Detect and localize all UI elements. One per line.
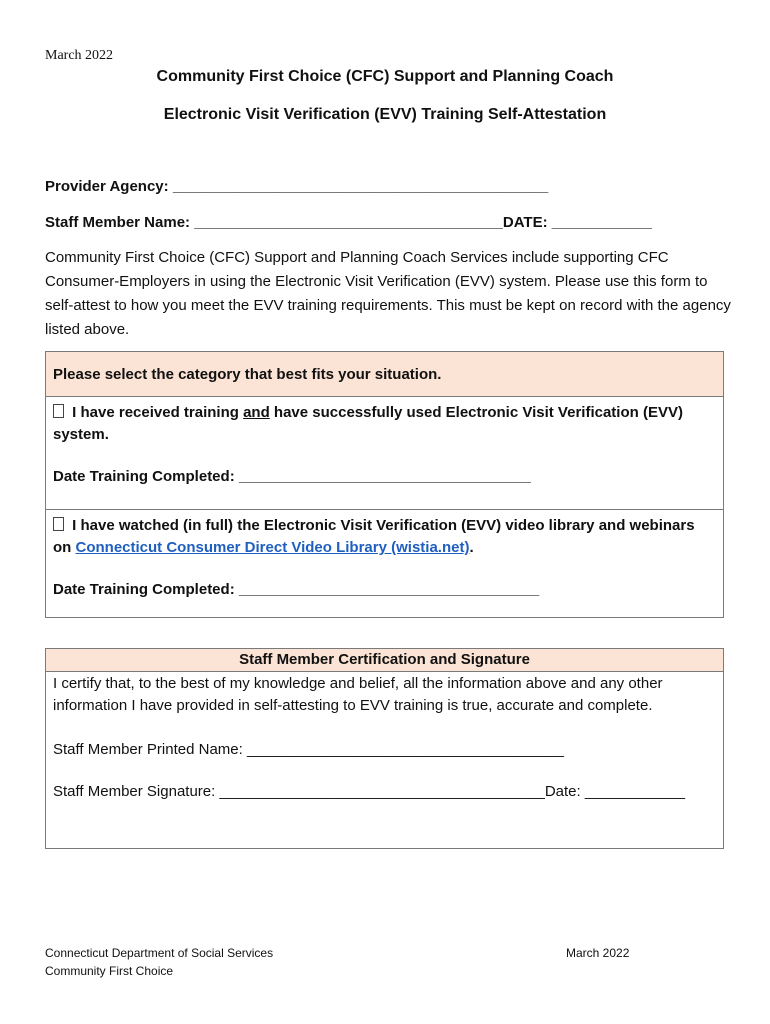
checkbox-option1[interactable]	[53, 404, 64, 418]
signature-field[interactable]: Staff Member Signature: _______________________________________Date: ____________	[53, 783, 685, 800]
certification-box	[45, 648, 724, 849]
category-box	[45, 351, 724, 618]
option1-text-before: I have received training	[72, 404, 244, 421]
video-library-link[interactable]: Connecticut Consumer Direct Video Library (wistia.net)	[75, 539, 470, 556]
footer-date: March 2022	[566, 946, 630, 960]
provider-agency-field[interactable]: Provider Agency: _____________________________________________	[45, 178, 549, 195]
intro-paragraph: Community First Choice (CFC) Support and Planning Coach Services include supporting CFC Consumer-Employers in using the Electronic Visit Verification (EVV) system. Please use this form to self-attest to how you meet the EVV training requirements. This must be kept on record with the agency listed above.	[45, 249, 731, 338]
checkbox-option2[interactable]	[53, 517, 64, 531]
footer-program: Community First Choice	[45, 964, 174, 978]
category-heading: Please select the category that best fits your situation.	[46, 352, 723, 397]
option2-text: I have watched (in full) the Electronic Visit Verification (EVV) video library and webinars on	[53, 517, 695, 556]
option1-text-after: have successfully used Electronic Visit Verification (EVV) system.	[53, 404, 683, 443]
option-training-used	[46, 397, 723, 510]
option1-date-completed[interactable]: Date Training Completed: ___________________________________	[53, 468, 531, 485]
option2-text-after: .	[469, 539, 474, 556]
document-title: Community First Choice (CFC) Support and Planning Coach	[156, 68, 614, 85]
document-subtitle: Electronic Visit Verification (EVV) Training Self-Attestation	[163, 106, 607, 123]
printed-name-field[interactable]: Staff Member Printed Name: ______________________________________	[53, 741, 564, 758]
footer-dept: Connecticut Department of Social Services	[45, 946, 274, 960]
footer-left	[45, 944, 273, 980]
header-date: March 2022	[45, 48, 114, 63]
option2-date-completed[interactable]: Date Training Completed: ____________________________________	[53, 581, 540, 598]
certification-statement: I certify that, to the best of my knowledge and belief, all the information above and any other information I have provided in self-attesting to EVV training is true, accurate and complete.	[53, 675, 663, 714]
option-video-library	[46, 510, 723, 618]
certification-heading: Staff Member Certification and Signature	[46, 649, 723, 672]
staff-member-name-field[interactable]: Staff Member Name: _____________________________________DATE: ____________	[45, 214, 652, 231]
option1-text-underlined: and	[243, 404, 270, 421]
